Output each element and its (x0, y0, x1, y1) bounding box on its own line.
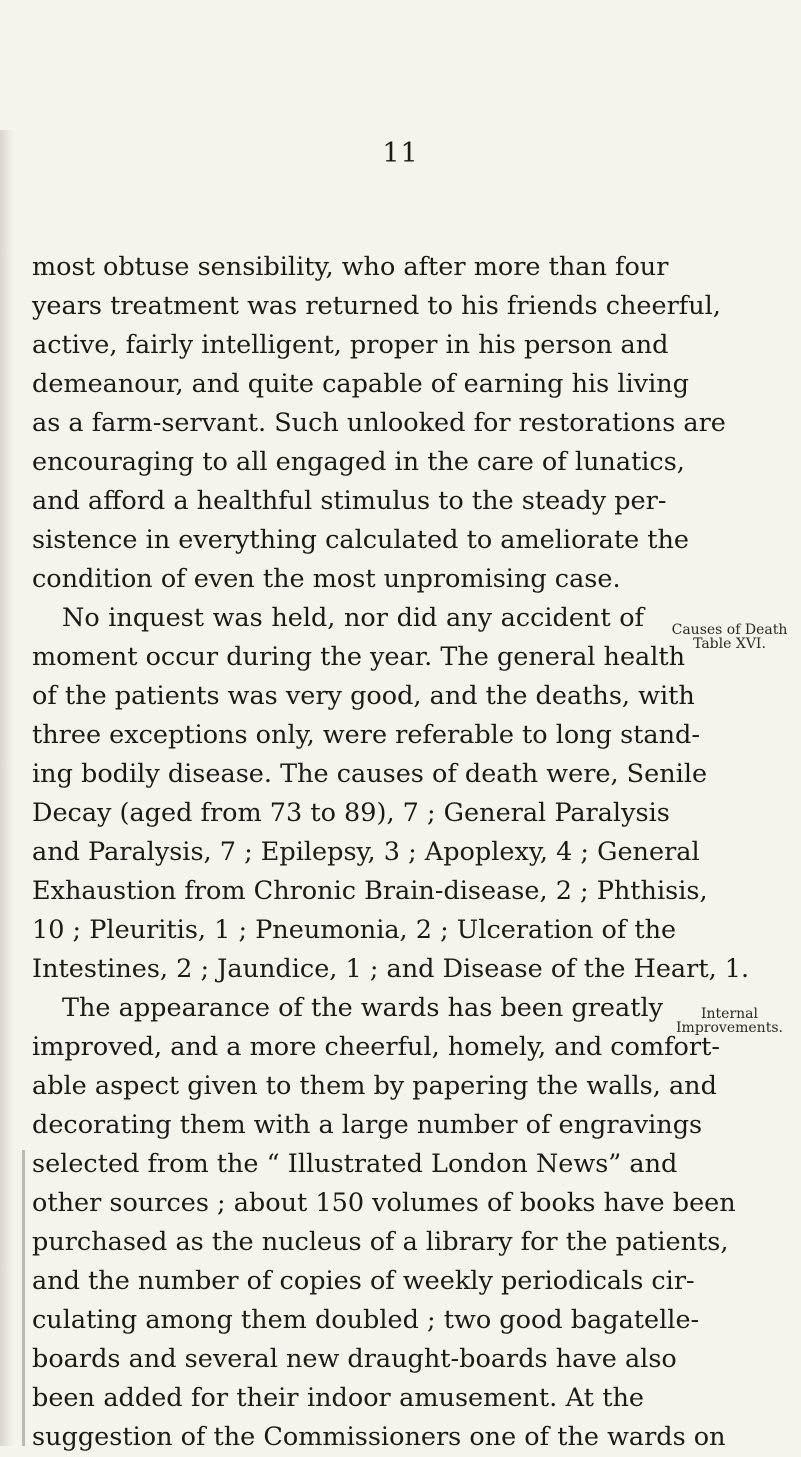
text-line: boards and several new draught-boards have also (32, 1344, 677, 1374)
text-line: suggestion of the Commissioners one of the wards on (32, 1422, 726, 1452)
text-line: ing bodily disease. The causes of death were, Senile (32, 759, 708, 789)
sidenote-line: Table XVI. (693, 636, 766, 652)
gutter-rule (22, 1150, 25, 1446)
text-line: No inquest was held, nor did any accident of (62, 603, 644, 633)
text-line: Intestines, 2 ; Jaundice, 1 ; and Disease of the Heart, 1. (32, 954, 750, 984)
text-line: and the number of copies of weekly periodicals cir- (32, 1266, 695, 1296)
text-line: demeanour, and quite capable of earning his living (32, 369, 689, 399)
text-line: condition of even the most unpromising case. (32, 564, 621, 594)
text-line: three exceptions only, were referable to long stand- (32, 720, 700, 750)
sidenote-line: Internal (701, 1006, 758, 1022)
text-line: decorating them with a large number of engravings (32, 1110, 703, 1140)
text-line: selected from the “ Illustrated London News” and (32, 1149, 678, 1179)
text-line: as a farm-servant. Such unlooked for restorations are (32, 408, 726, 438)
text-line: 10 ; Pleuritis, 1 ; Pneumonia, 2 ; Ulceration of the (32, 915, 677, 945)
sidenote-internal-improvements (658, 1007, 801, 1035)
sidenote-causes-of-death (658, 623, 801, 651)
binding-shadow (0, 130, 14, 1446)
text-line: of the patients was very good, and the deaths, with (32, 681, 695, 711)
text-line: active, fairly intelligent, proper in his person and (32, 330, 669, 360)
text-line: sistence in everything calculated to ameliorate the (32, 525, 690, 555)
text-line: culating among them doubled ; two good bagatelle- (32, 1305, 700, 1335)
text-line: improved, and a more cheerful, homely, and comfort- (32, 1032, 720, 1062)
text-line: moment occur during the year. The general health (32, 642, 686, 672)
text-line: other sources ; about 150 volumes of books have been (32, 1188, 736, 1218)
sidenote-line: Improvements. (676, 1020, 783, 1036)
text-line: and Paralysis, 7 ; Epilepsy, 3 ; Apoplexy, 4 ; General (32, 837, 700, 867)
page-number: 11 (382, 138, 419, 169)
text-line: years treatment was returned to his friends cheerful, (32, 291, 721, 321)
text-line: able aspect given to them by papering the walls, and (32, 1071, 717, 1101)
text-line: purchased as the nucleus of a library for the patients, (32, 1227, 729, 1257)
text-line: most obtuse sensibility, who after more than four (32, 252, 669, 282)
text-line: Exhaustion from Chronic Brain-disease, 2 ; Phthisis, (32, 876, 708, 906)
text-line: encouraging to all engaged in the care of lunatics, (32, 447, 685, 477)
text-line: Decay (aged from 73 to 89), 7 ; General Paralysis (32, 798, 670, 828)
sidenote-line: Causes of Death (671, 622, 788, 638)
text-line: and afford a healthful stimulus to the steady per- (32, 486, 667, 516)
text-line: been added for their indoor amusement. At the (32, 1383, 644, 1413)
text-line: The appearance of the wards has been greatly (62, 993, 664, 1023)
